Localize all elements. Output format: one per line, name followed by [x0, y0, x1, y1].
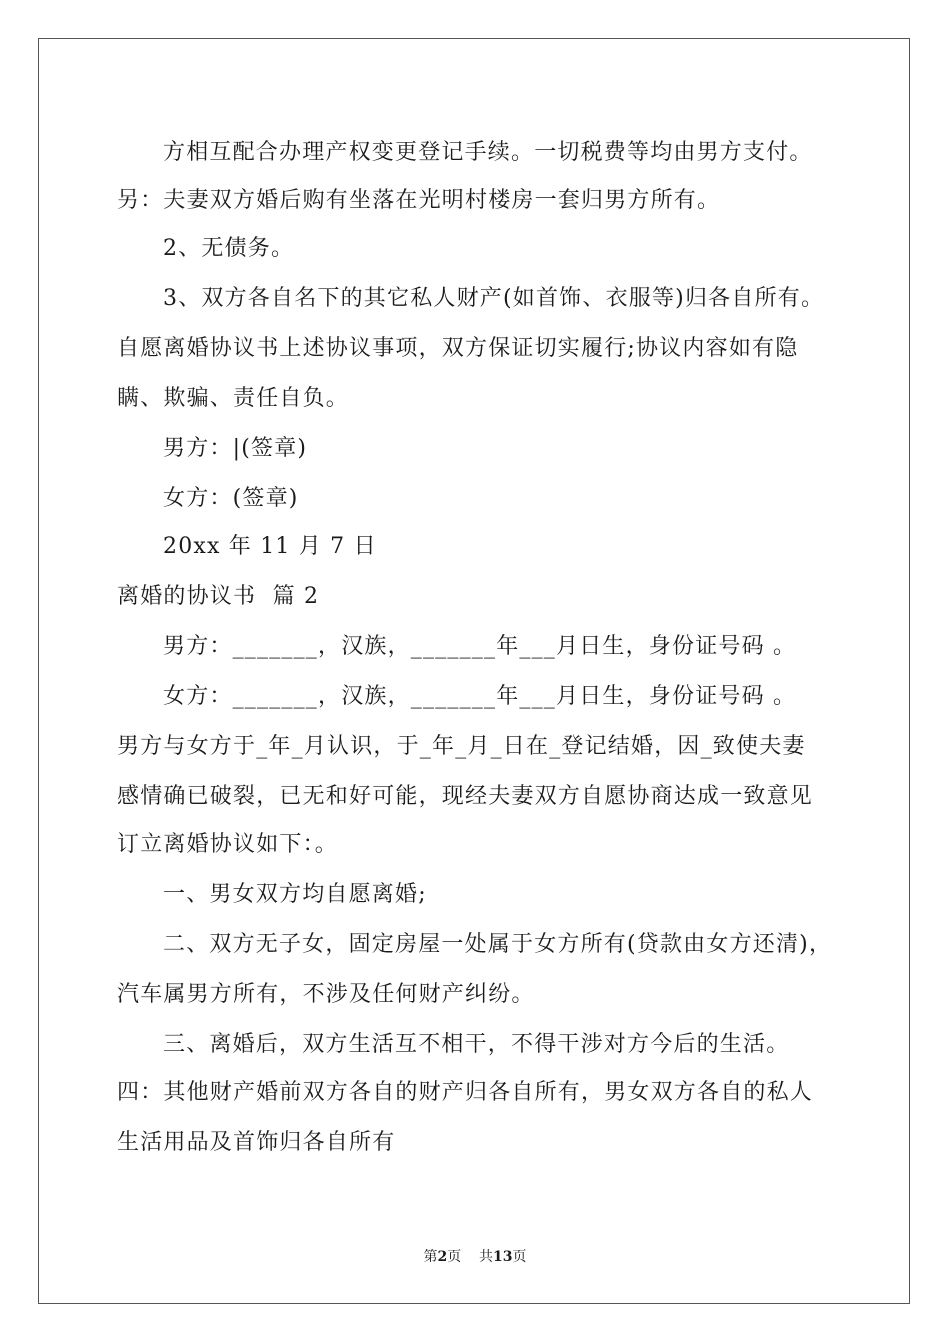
footer-page-current: 2: [437, 1249, 448, 1265]
page-footer: [0, 1248, 950, 1266]
text-line: 瞒、欺骗、责任自负。: [117, 386, 350, 411]
text-line: 二、双方无子女，固定房屋一处属于女方所有(贷款由女方还清)，: [163, 932, 833, 957]
date-line: 20xx 年 11 月 7 日: [163, 534, 377, 559]
text-line: 感情确已破裂，已无和好可能，现经夫妻双方自愿协商达成一致意见: [117, 784, 814, 809]
text-line: 生活用品及首饰归各自所有: [117, 1130, 396, 1155]
text-line: 女方：_______，汉族，_______年___月日生，身份证号码 。: [163, 684, 797, 709]
signature-line-male: 男方：|(签章): [163, 436, 308, 461]
footer-mid: 页 共: [447, 1249, 494, 1265]
text-line: 另：夫妻双方婚后购有坐落在光明村楼房一套归男方所有。: [117, 188, 721, 213]
footer-suffix: 页: [512, 1249, 527, 1265]
section-title: 离婚的协议书 篇 2: [117, 584, 320, 609]
text-line: 自愿离婚协议书上述协议事项，双方保证切实履行;协议内容如有隐: [117, 336, 799, 361]
text-line: 2、无债务。: [163, 236, 295, 261]
text-line: 一、男女双方均自愿离婚;: [163, 882, 427, 907]
page-border: [38, 38, 910, 1304]
text-line: 男方与女方于_年_月认识，于_年_月_日在_登记结婚，因_致使夫妻: [117, 734, 806, 759]
text-line: 男方：_______，汉族，_______年___月日生，身份证号码 。: [163, 634, 797, 659]
footer-prefix: 第: [423, 1249, 438, 1265]
text-line: 汽车属男方所有，不涉及任何财产纠纷。: [117, 982, 535, 1007]
signature-line-female: 女方：(签章): [163, 486, 299, 511]
footer-page-total: 13: [493, 1249, 513, 1265]
text-line: 3、双方各自名下的其它私人财产(如首饰、衣服等)归各自所有。: [163, 286, 825, 311]
text-line: 三、离婚后，双方生活互不相干，不得干涉对方今后的生活。: [163, 1032, 790, 1057]
text-line: 订立离婚协议如下：。: [117, 832, 339, 857]
text-line: 方相互配合办理产权变更登记手续。一切税费等均由男方支付。: [163, 140, 813, 165]
text-line: 四：其他财产婚前双方各自的财产归各自所有，男女双方各自的私人: [117, 1080, 814, 1105]
